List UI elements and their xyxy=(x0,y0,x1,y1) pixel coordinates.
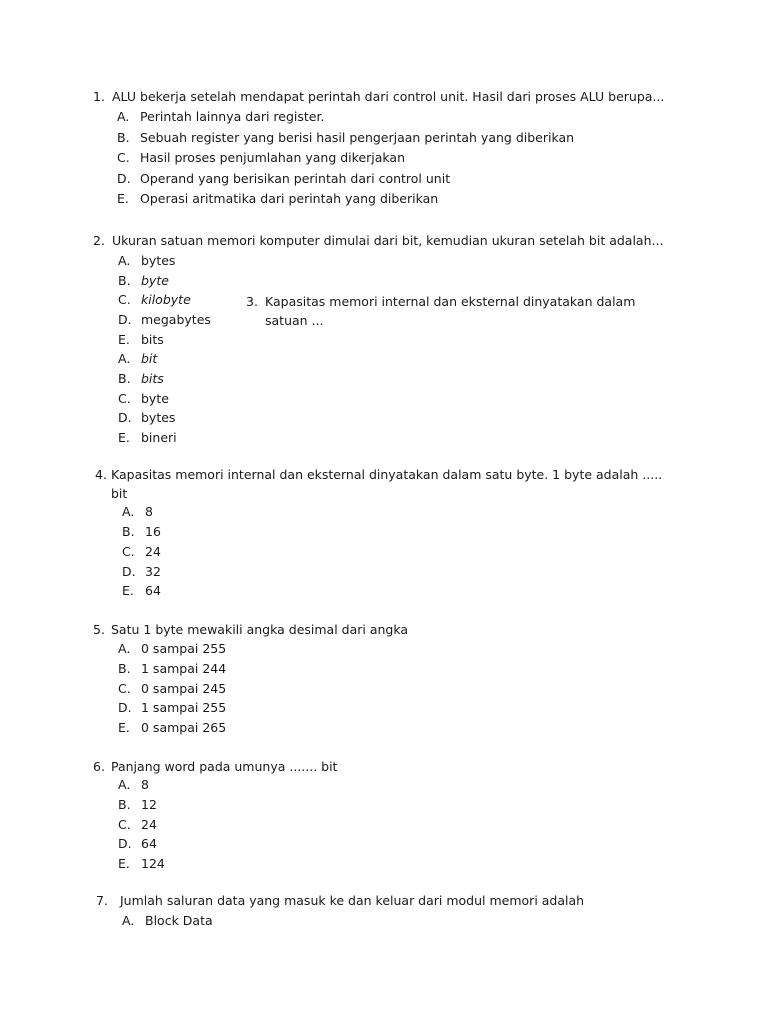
option-letter: E. xyxy=(118,856,130,871)
option-letter: B. xyxy=(118,273,131,288)
option-text: bytes xyxy=(141,410,176,425)
option-text: 64 xyxy=(145,583,161,598)
option-text: Operand yang berisikan perintah dari control unit xyxy=(140,171,451,186)
option-text: 16 xyxy=(145,524,161,539)
option-letter: B. xyxy=(118,661,131,676)
question-text-cont: bit xyxy=(111,486,128,501)
question-text: Panjang word pada umunya ....... bit xyxy=(111,759,338,774)
option-text: Block Data xyxy=(145,913,213,928)
option-text: bineri xyxy=(141,430,177,445)
option-letter: C. xyxy=(118,292,131,307)
option-text: Hasil proses penjumlahan yang dikerjakan xyxy=(140,150,406,165)
option-text: byte xyxy=(141,273,169,288)
option-letter: D. xyxy=(122,564,136,579)
option-letter: B. xyxy=(118,797,131,812)
option-text: kilobyte xyxy=(141,292,191,307)
question-number: 2. xyxy=(93,233,105,248)
option-letter: E. xyxy=(118,332,130,347)
option-letter: A. xyxy=(122,504,135,519)
option-text: 0 sampai 245 xyxy=(141,681,227,696)
option-letter: E. xyxy=(117,191,129,206)
option-text: 1 sampai 255 xyxy=(141,700,227,715)
option-letter: E. xyxy=(118,720,130,735)
option-text: 24 xyxy=(141,817,157,832)
question-text-cont: satuan ... xyxy=(265,313,324,328)
option-text: Operasi aritmatika dari perintah yang diberikan xyxy=(140,191,439,206)
option-letter: C. xyxy=(122,544,135,559)
question-text: Jumlah saluran data yang masuk ke dan keluar dari modul memori adalah xyxy=(120,893,585,908)
option-letter: D. xyxy=(117,171,131,186)
option-text: 8 xyxy=(141,777,149,792)
option-letter: B. xyxy=(117,130,130,145)
option-text: 1 sampai 244 xyxy=(141,661,227,676)
question-text: Kapasitas memori internal dan eksternal dinyatakan dalam satu byte. 1 byte adalah ..... xyxy=(111,467,663,482)
option-text: 0 sampai 255 xyxy=(141,641,227,656)
option-text: Perintah lainnya dari register. xyxy=(140,109,325,124)
question-text: ALU bekerja setelah mendapat perintah dari control unit. Hasil dari proses ALU berupa... xyxy=(112,89,665,104)
option-letter: C. xyxy=(118,681,131,696)
option-text: bytes xyxy=(141,253,176,268)
option-letter: E. xyxy=(122,583,134,598)
option-text: 8 xyxy=(145,504,153,519)
option-text: 64 xyxy=(141,836,157,851)
question-text: Ukuran satuan memori komputer dimulai dari bit, kemudian ukuran setelah bit adalah... xyxy=(112,233,664,248)
option-letter: B. xyxy=(118,371,131,386)
option-letter: B. xyxy=(122,524,135,539)
option-letter: C. xyxy=(118,817,131,832)
option-text: 0 sampai 265 xyxy=(141,720,227,735)
option-letter: A. xyxy=(118,351,131,366)
option-text: bits xyxy=(141,371,164,386)
option-text: 32 xyxy=(145,564,161,579)
question-number: 6. xyxy=(93,759,105,774)
option-letter: D. xyxy=(118,410,132,425)
question-number: 5. xyxy=(93,622,105,637)
option-text: 24 xyxy=(145,544,161,559)
option-text: 12 xyxy=(141,797,157,812)
option-text: 124 xyxy=(141,856,165,871)
option-letter: E. xyxy=(118,430,130,445)
option-text: megabytes xyxy=(141,312,211,327)
question-number: 1. xyxy=(93,89,105,104)
option-letter: A. xyxy=(118,777,131,792)
question-number: 4. xyxy=(95,467,107,482)
option-letter: D. xyxy=(118,836,132,851)
option-text: bit xyxy=(141,351,158,366)
option-text: byte xyxy=(141,391,169,406)
question-number: 3. xyxy=(246,294,258,309)
option-letter: A. xyxy=(122,913,135,928)
question-text: Kapasitas memori internal dan eksternal dinyatakan dalam xyxy=(265,294,636,309)
option-letter: D. xyxy=(118,700,132,715)
option-letter: A. xyxy=(118,253,131,268)
option-text: Sebuah register yang berisi hasil pengerjaan perintah yang diberikan xyxy=(140,130,575,145)
option-letter: C. xyxy=(117,150,130,165)
question-text: Satu 1 byte mewakili angka desimal dari angka xyxy=(111,622,409,637)
question-number: 7. xyxy=(96,893,108,908)
option-letter: A. xyxy=(118,641,131,656)
option-letter: D. xyxy=(118,312,132,327)
option-text: bits xyxy=(141,332,164,347)
option-letter: A. xyxy=(117,109,130,124)
option-letter: C. xyxy=(118,391,131,406)
